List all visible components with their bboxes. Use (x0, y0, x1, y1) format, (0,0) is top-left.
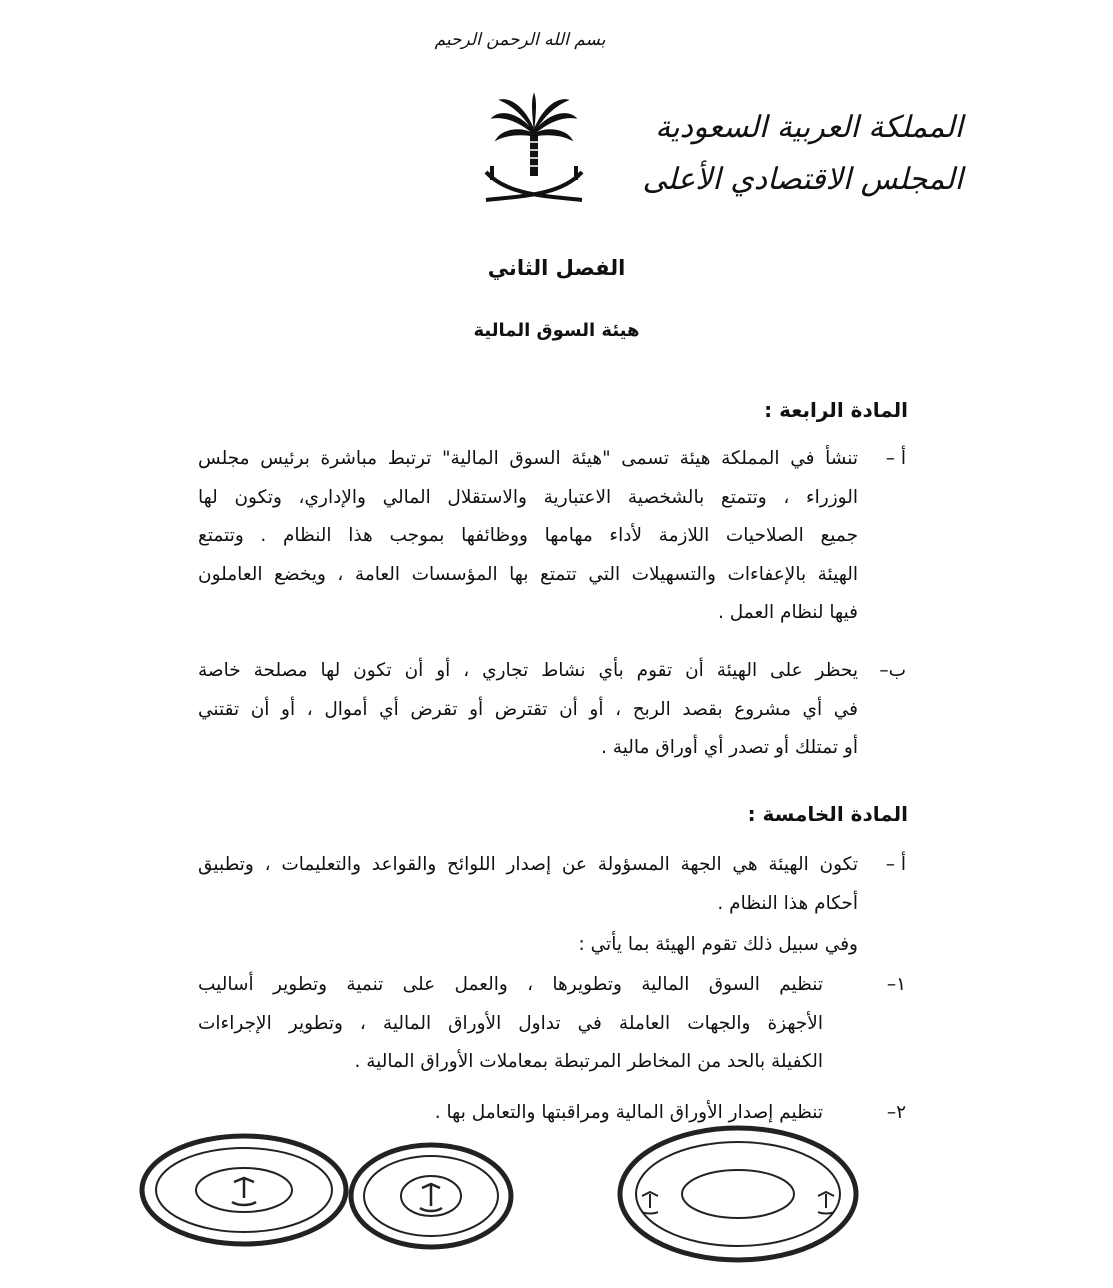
general-secretariat-stamp-icon (346, 1140, 516, 1252)
council-stamp-icon (138, 1132, 350, 1248)
text-line: يحظر على الهيئة أن تقوم بأي نشاط تجاري ، أو أن تكون لها مصلحة خاصة (198, 660, 858, 681)
article-5-intro: وفي سبيل ذلك تقوم الهيئة بما يأتي : (578, 934, 858, 955)
text-line: في أي مشروع بقصد الربح ، أو أن تقترض أو تقرض أي أموال ، أو أن تقتني (198, 698, 858, 720)
authority-title: هيئة السوق المالية (473, 320, 640, 341)
article-5-a-marker: أ – (885, 854, 906, 875)
text-line: الوزراء ، وتتمتع بالشخصية الاعتبارية والاستقلال المالي والإداري، وتكون لها (198, 486, 858, 508)
basmala: بسم الله الرحمن الرحيم (434, 30, 606, 50)
item-2-marker: ٢– (886, 1102, 906, 1123)
article-4-a-text (198, 440, 858, 633)
palm-and-swords-emblem-icon (478, 92, 590, 212)
text-line: الأجهزة والجهات العاملة في تداول الأوراق المالية ، وتطوير الإجراءات (198, 1012, 823, 1034)
item-1-text (198, 966, 823, 1082)
text-line: تنشأ في المملكة هيئة تسمى "هيئة السوق المالية" ترتبط مباشرة برئيس مجلس (198, 448, 858, 469)
letterhead (642, 102, 963, 206)
text-line: تنظيم إصدار الأوراق المالية ومراقبتها والتعامل بها . (434, 1102, 823, 1123)
text-line: أو تمتلك أو تصدر أي أوراق مالية . (601, 737, 858, 758)
text-line: الكفيلة بالحد من المخاطر المرتبطة بمعاملات الأوراق المالية . (354, 1051, 823, 1072)
text-line: الهيئة بالإعفاءات والتسهيلات التي تتمتع بها المؤسسات العامة ، ويخضع العاملون (198, 563, 858, 585)
council-name: المجلس الاقتصادي الأعلى (642, 162, 963, 197)
article-4-b-marker: ب– (879, 660, 906, 681)
article-4-title: المادة الرابعة : (764, 398, 908, 422)
item-1-marker: ١– (886, 974, 906, 995)
chapter-title: الفصل الثاني (487, 256, 626, 280)
true-copy-stamp-icon (616, 1124, 860, 1264)
article-4-b-text (198, 652, 858, 768)
article-4-a-marker: أ – (885, 448, 906, 469)
text-line: تنظيم السوق المالية وتطويرها ، والعمل على تنمية وتطوير أساليب (198, 974, 823, 995)
article-5-title: المادة الخامسة : (747, 802, 908, 826)
country-name: المملكة العربية السعودية (655, 110, 963, 145)
text-line: جميع الصلاحيات اللازمة لأداء مهامها ووظائفها بموجب هذا النظام . وتتمتع (198, 525, 858, 546)
text-line: تكون الهيئة هي الجهة المسؤولة عن إصدار اللوائح والقواعد والتعليمات ، وتطبيق (198, 854, 858, 875)
text-line: أحكام هذا النظام . (717, 892, 858, 914)
article-5-a-text (198, 846, 858, 923)
text-line: فيها لنظام العمل . (717, 602, 858, 623)
